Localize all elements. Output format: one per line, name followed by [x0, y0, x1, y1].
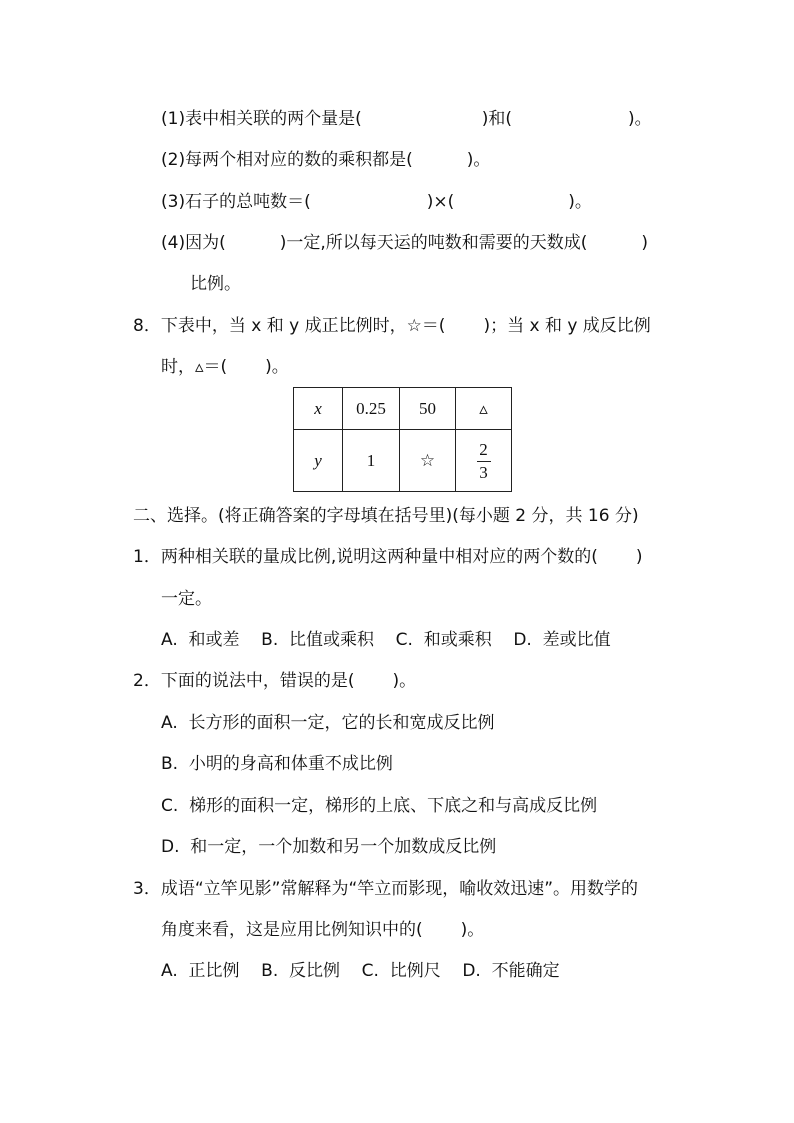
- fraction-denominator: 3: [479, 462, 488, 482]
- q8-line2: 时，▵＝( )。: [161, 357, 289, 377]
- fraction-bar: [477, 461, 491, 462]
- fraction-cell: [456, 430, 512, 492]
- s2-q1-options: A. 和或差 B. 比值或乘积 C. 和或乘积 D. 差或比值: [161, 630, 611, 650]
- s2-q1-line2: 一定。: [161, 589, 212, 609]
- s2-q3-line1: 3．成语“立竿见影”常解释为“竿立而影现，喻收效迅速”。用数学的: [133, 879, 639, 899]
- table-cell: 1: [343, 430, 400, 492]
- s2-q3-line2: 角度来看，这是应用比例知识中的( )。: [161, 920, 485, 940]
- s2-q2-option-b: B. 小明的身高和体重不成比例: [161, 754, 393, 774]
- q7-sub3: (3)石子的总吨数＝( )×( )。: [161, 192, 592, 212]
- fraction: [477, 441, 491, 482]
- s2-q1-line1: 1．两种相关联的量成比例,说明这两种量中相对应的两个数的( ): [133, 547, 643, 567]
- table-cell: 0.25: [343, 388, 400, 430]
- table-row: [294, 430, 512, 492]
- s2-q2-option-c: C. 梯形的面积一定，梯形的上底、下底之和与高成反比例: [161, 796, 598, 816]
- q7-sub4-cont: 比例。: [190, 274, 241, 294]
- fraction-numerator: 2: [479, 439, 488, 459]
- s2-q2-option-d: D. 和一定，一个加数和另一个加数成反比例: [161, 837, 497, 857]
- q8-line1: 8．下表中，当 x 和 y 成正比例时，☆＝( )；当 x 和 y 成反比例: [133, 316, 651, 336]
- s2-q2-option-a: A. 长方形的面积一定，它的长和宽成反比例: [161, 713, 495, 733]
- q7-sub4: (4)因为( )一定,所以每天运的吨数和需要的天数成( ): [161, 233, 649, 253]
- s2-q2-stem: 2．下面的说法中，错误的是( )。: [133, 671, 417, 691]
- q7-sub2: (2)每两个相对应的数的乘积都是( )。: [161, 150, 491, 170]
- xy-table: [293, 387, 512, 492]
- q7-sub1: (1)表中相关联的两个量是( )和( )。: [161, 109, 652, 129]
- table-row: [294, 388, 512, 430]
- table-cell: y: [294, 430, 343, 492]
- section2-heading: 二、选择。(将正确答案的字母填在括号里)(每小题 2 分，共 16 分): [133, 506, 639, 526]
- s2-q3-options: A. 正比例 B. 反比例 C. 比例尺 D. 不能确定: [161, 961, 560, 981]
- table-cell: x: [294, 388, 343, 430]
- table-cell: ▵: [456, 388, 512, 430]
- table-cell: 50: [400, 388, 456, 430]
- table-cell: ☆: [400, 430, 456, 492]
